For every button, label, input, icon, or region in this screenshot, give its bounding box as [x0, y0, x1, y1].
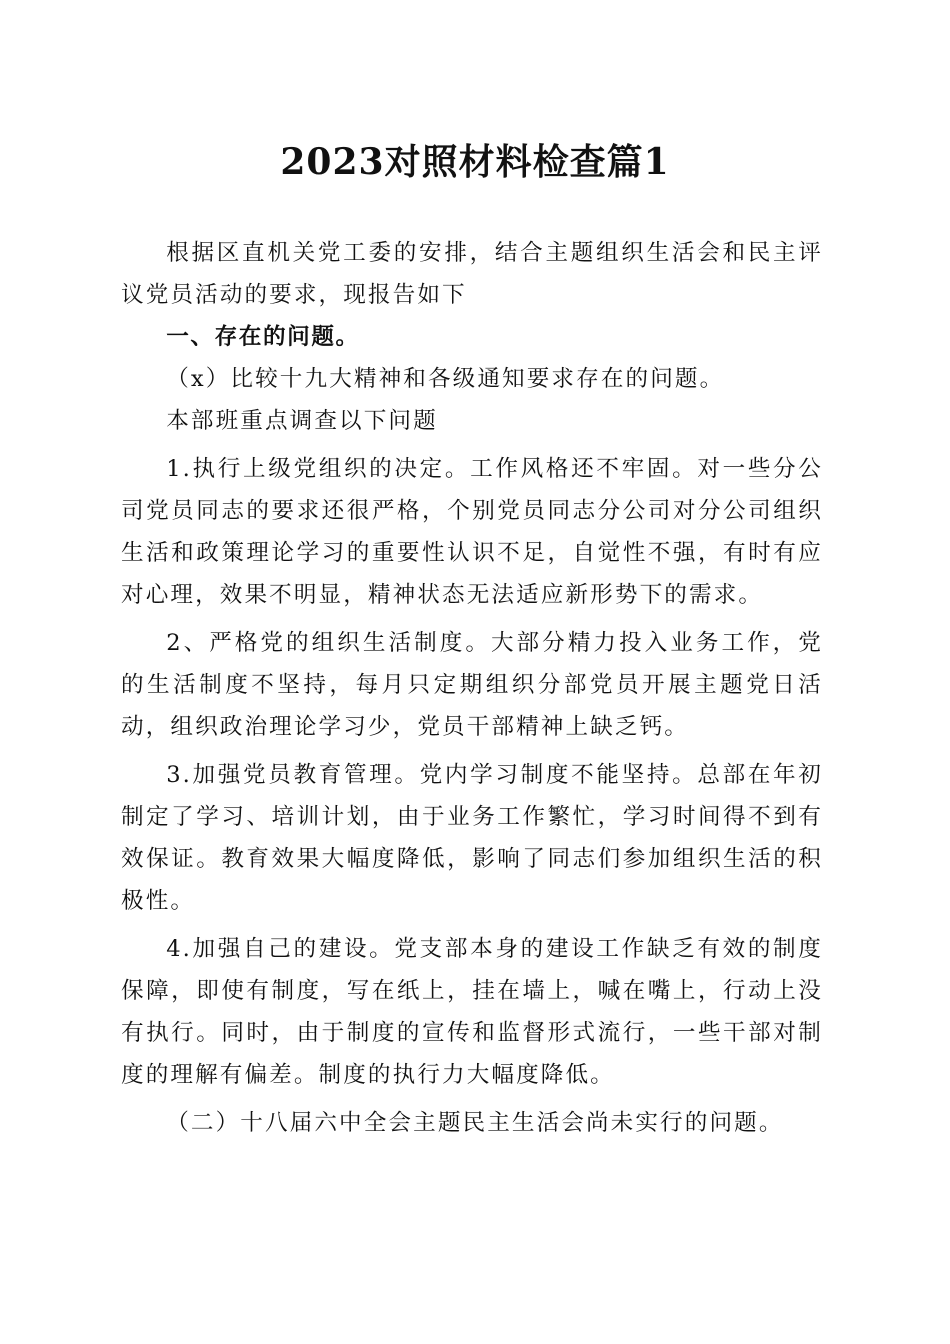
section-heading-problems: 一、存在的问题。	[166, 324, 360, 350]
subsection-heading-x: （x）比较十九大精神和各级通知要求存在的问题。	[166, 366, 725, 392]
intro-paragraph: 根据区直机关党工委的安排，结合主题组织生活会和民主评议党员活动的要求，现报告如下	[121, 240, 823, 308]
problem-item-3: 3.加强党员教育管理。党内学习制度不能坚持。总部在年初制定了学习、培训计划，由于业务工作繁忙，学习时间得不到有效保证。教育效果大幅度降低，影响了同志们参加组织生活的积极性。	[121, 762, 823, 914]
document-body	[121, 232, 823, 1144]
problem-item-4: 4.加强自己的建设。党支部本身的建设工作缺乏有效的制度保障，即使有制度，写在纸上，挂在墙上，喊在嘴上，行动上没有执行。同时，由于制度的宣传和监督形式流行，一些干部对制度的理解有偏差。制度的执行力大幅度降低。	[121, 936, 823, 1088]
investigation-intro: 本部班重点调查以下问题	[166, 408, 438, 434]
document-title: 2023对照材料检查篇1	[280, 141, 670, 183]
subsection-heading-2: （二）十八届六中全会主题民主生活会尚未实行的问题。	[166, 1110, 784, 1136]
problem-item-2: 2、严格党的组织生活制度。大部分精力投入业务工作，党的生活制度不坚持，每月只定期组织分部党员开展主题党日活动，组织政治理论学习少，党员干部精神上缺乏钙。	[121, 630, 823, 740]
problem-item-1: 1.执行上级党组织的决定。工作风格还不牢固。对一些分公司党员同志的要求还很严格，个别党员同志分公司对分公司组织生活和政策理论学习的重要性认识不足，自觉性不强，有时有应对心理，效果不明显，精神状态无法适应新形势下的需求。	[121, 456, 823, 608]
